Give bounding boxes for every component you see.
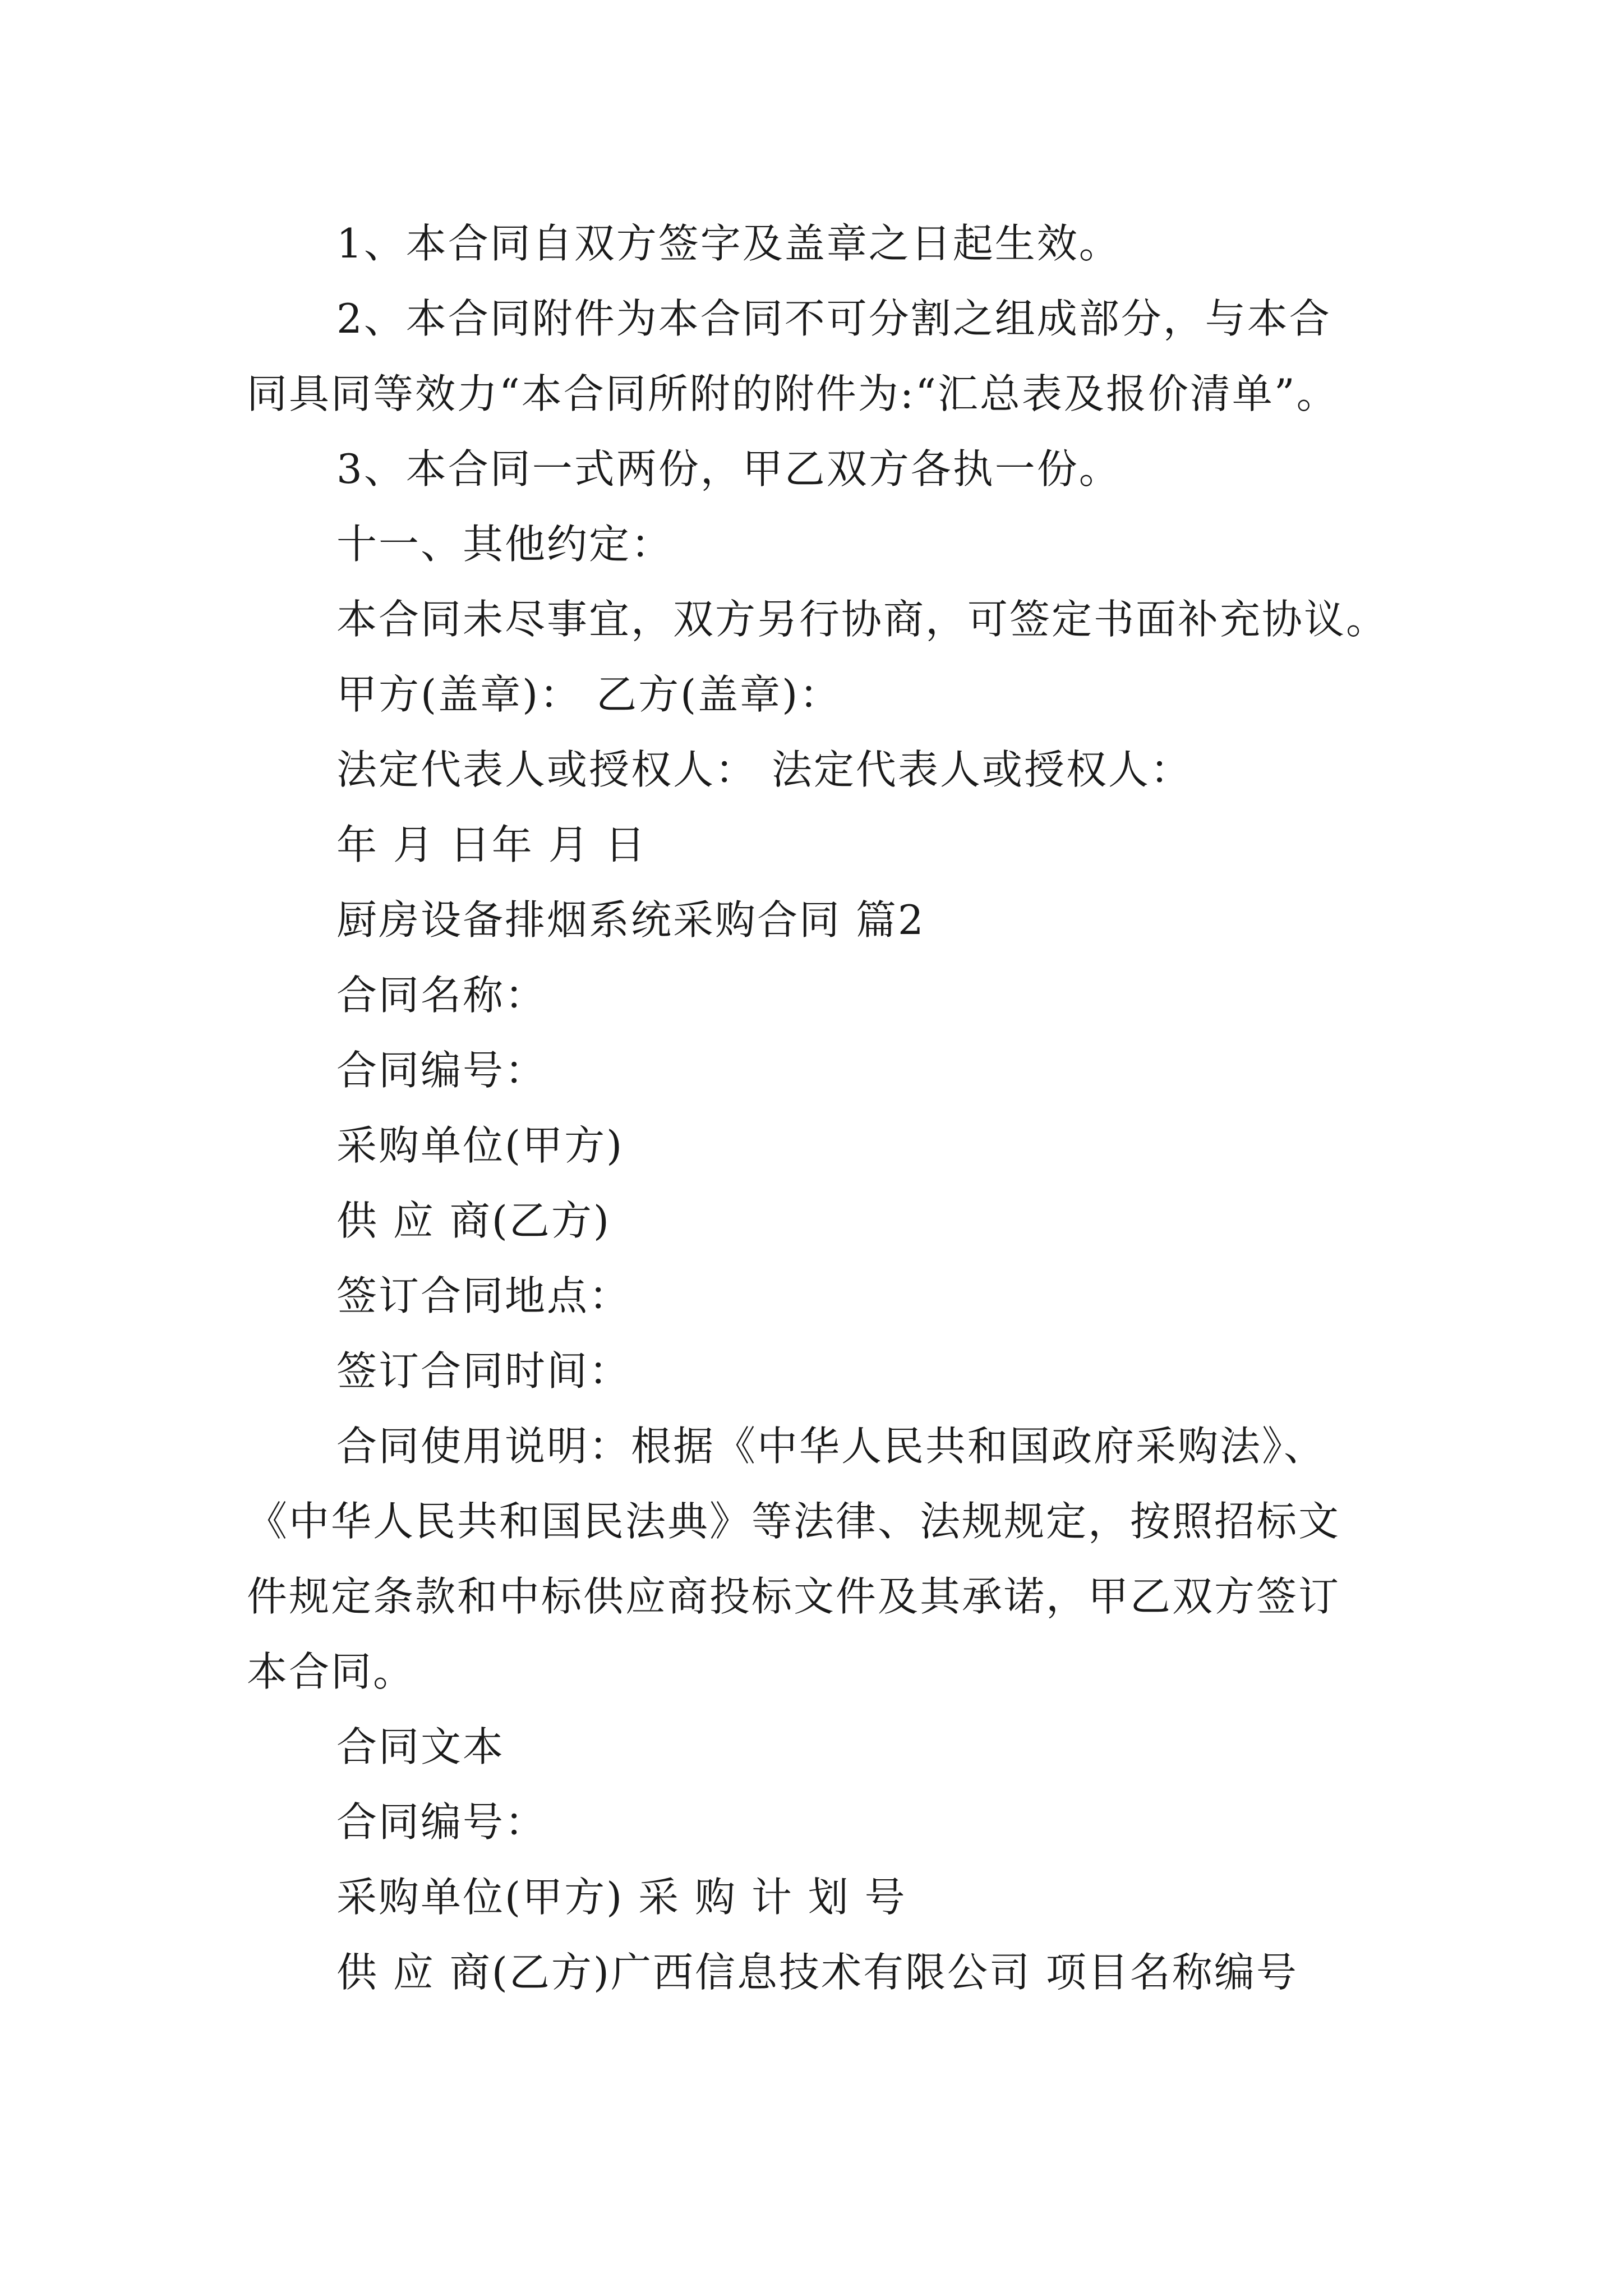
contract-name-field: 合同名称： [336,972,547,1019]
clause-attachments-line-1: 2、本合同附件为本合同不可分割之组成部分，与本合 [336,295,1331,342]
contract-text-heading: 合同文本 [336,1723,505,1770]
seal-line: 甲方(盖章)： 乙方(盖章)： [336,671,842,718]
supplier-project-number-field: 供 应 商(乙方)广西信息技术有限公司 项目名称编号 [336,1949,1298,1996]
usage-note-line-4: 本合同。 [247,1648,416,1695]
usage-note-line-1: 合同使用说明：根据《中华人民共和国政府采购法》、 [336,1423,1326,1470]
representative-line: 法定代表人或授权人： 法定代表人或授权人： [336,746,1192,793]
contract-number-field: 合同编号： [336,1047,547,1094]
contract-title-part-2: 厨房设备排烟系统采购合同 篇2 [336,896,925,944]
signing-place-field: 签订合同地点： [336,1272,631,1319]
contract-number-field-2: 合同编号： [336,1798,547,1846]
date-line: 年 月 日年 月 日 [336,821,647,868]
signing-time-field: 签订合同时间： [336,1347,631,1395]
purchaser-plan-number-field: 采购单位(甲方) 采 购 计 划 号 [336,1874,907,1921]
supplier-field: 供 应 商(乙方) [336,1197,611,1244]
clause-effective-date: 1、本合同自双方签字及盖章之日起生效。 [336,220,1121,267]
usage-note-line-2: 《中华人民共和国民法典》等法律、法规规定，按照招标文 [247,1498,1341,1545]
clause-attachments-line-2: 同具同等效力“本合同所附的附件为:“汇总表及报价清单”。 [247,370,1339,417]
usage-note-line-3: 件规定条款和中标供应商投标文件及其承诺，甲乙双方签订 [247,1573,1341,1620]
clause-supplementary-agreement: 本合同未尽事宜，双方另行协商，可签定书面补充协议。 [336,596,1389,643]
clause-copies: 3、本合同一式两份，甲乙双方各执一份。 [336,445,1121,493]
purchaser-field: 采购单位(甲方) [336,1122,624,1169]
section-heading-other-terms: 十一、其他约定： [336,521,674,568]
